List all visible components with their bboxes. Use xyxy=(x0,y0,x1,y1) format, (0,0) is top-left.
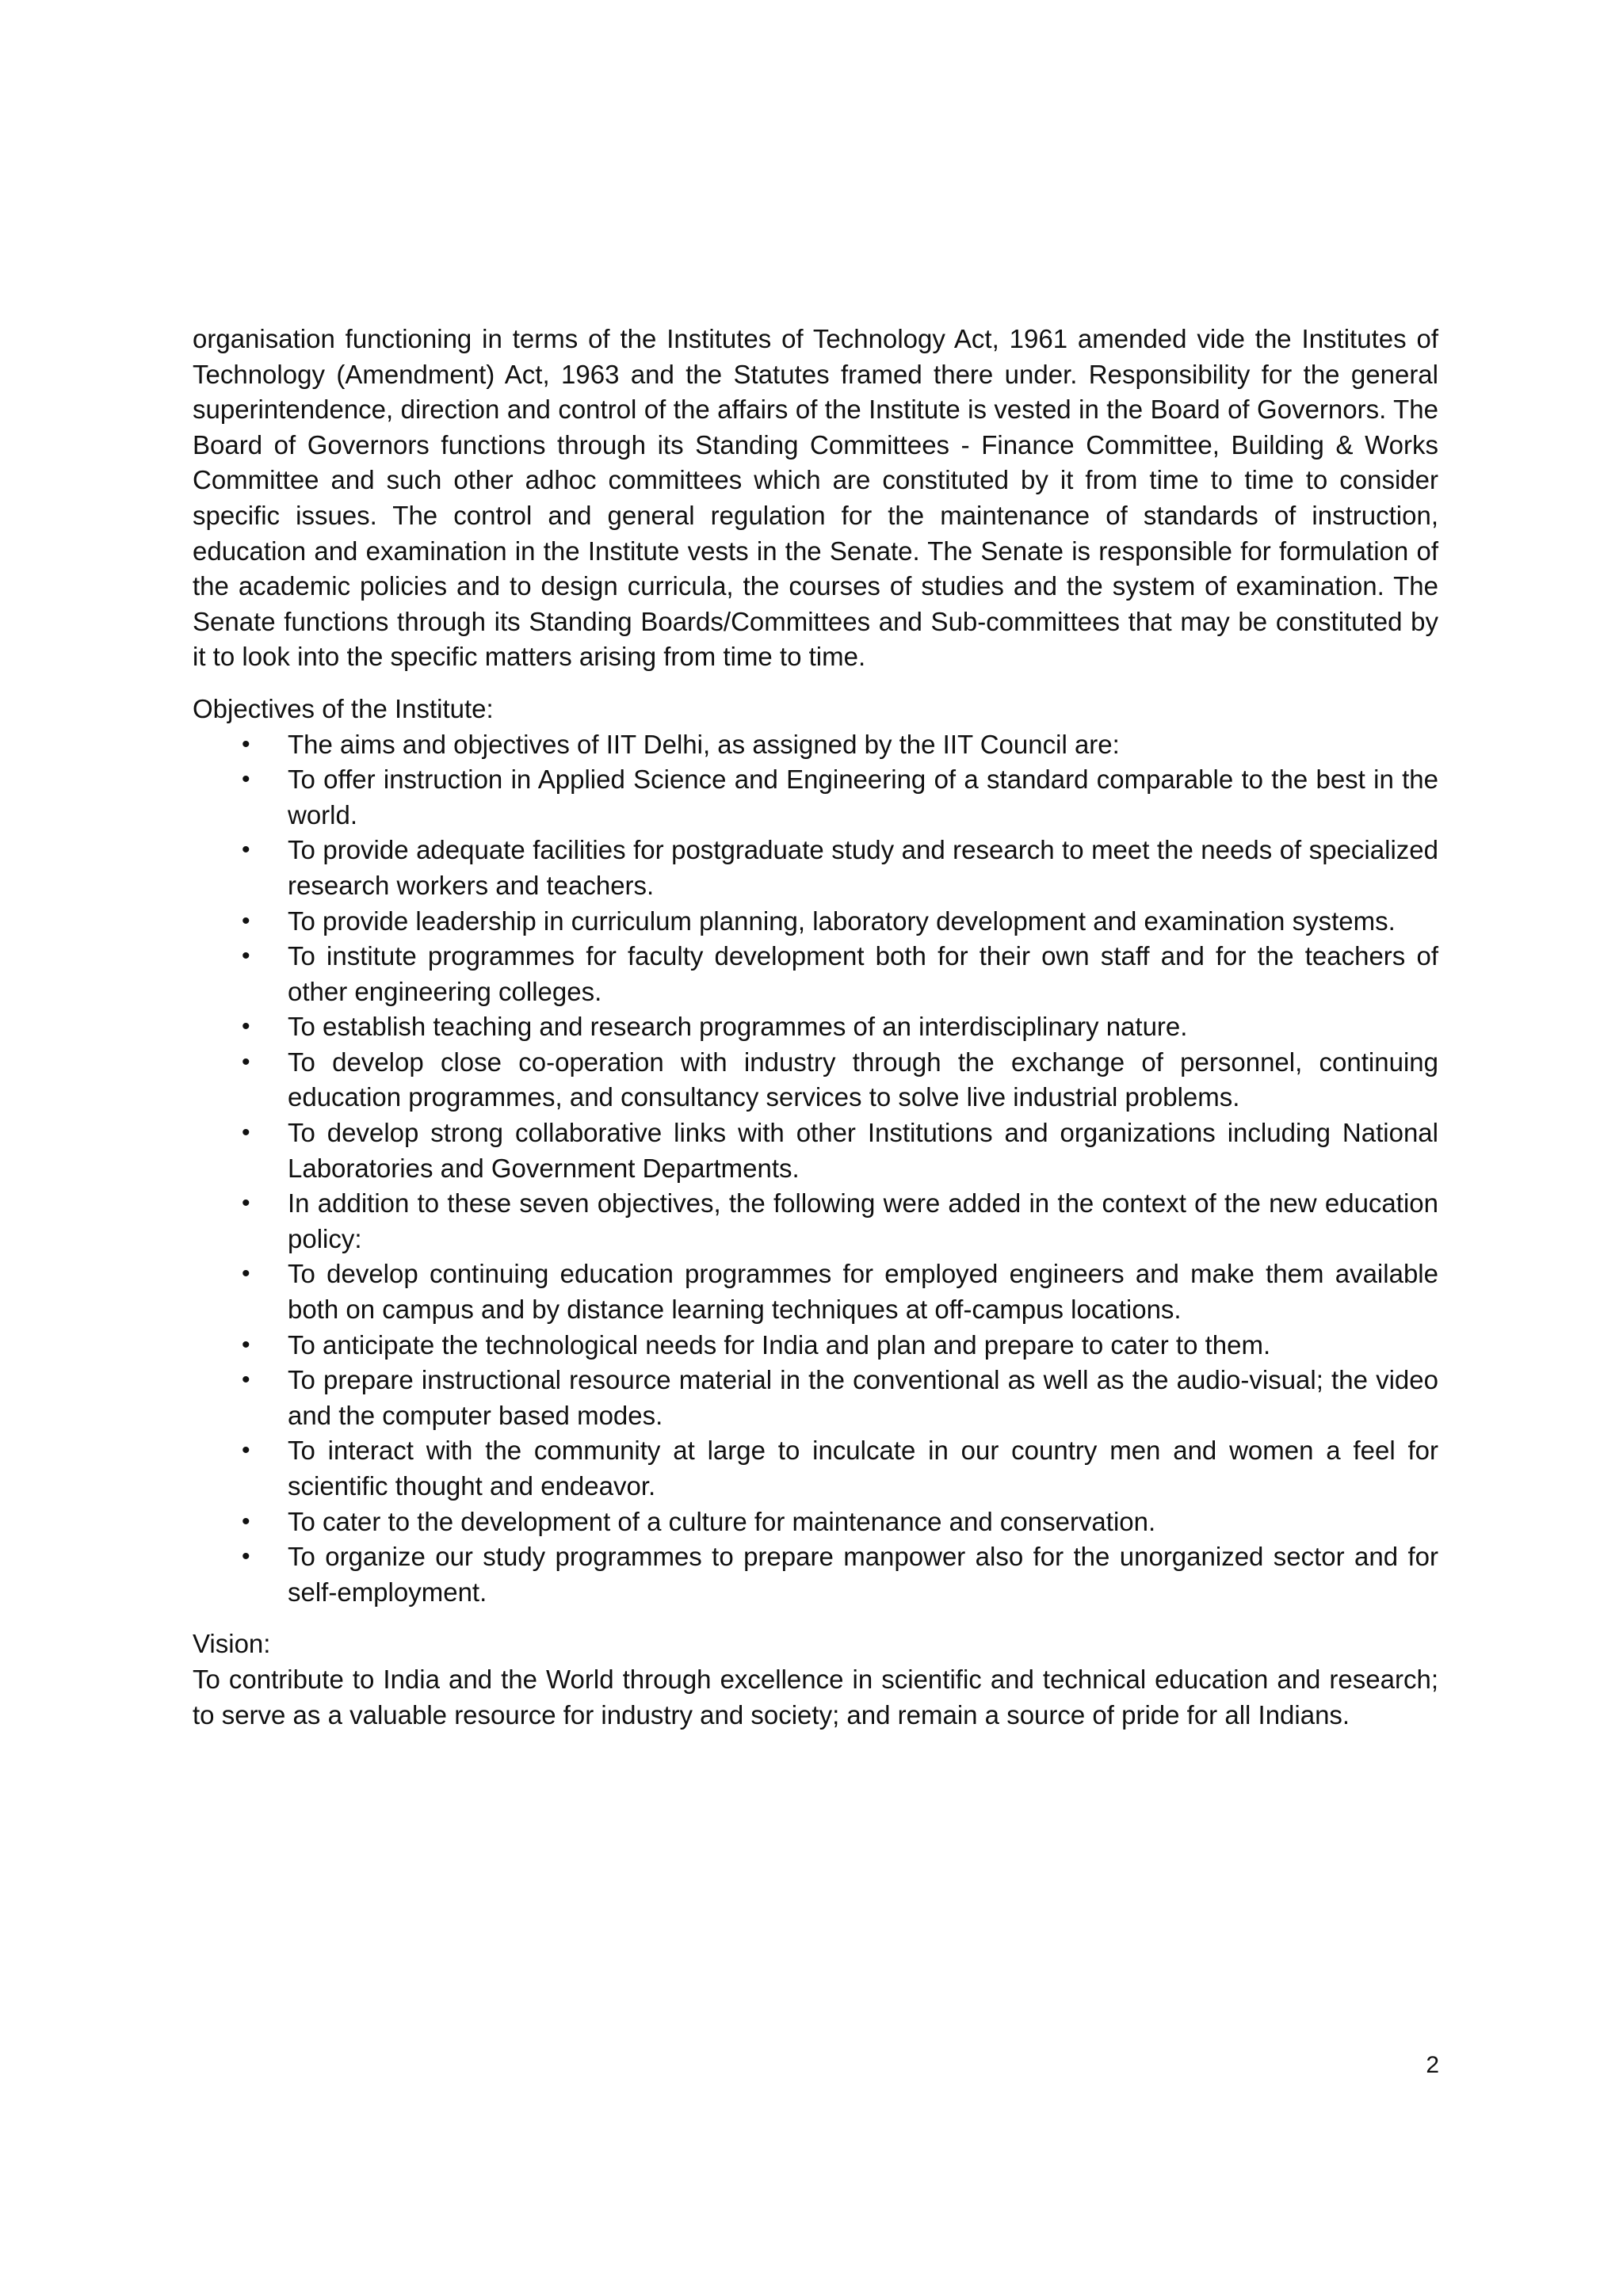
list-item-text: To establish teaching and research programmes of an interdisciplinary nature. xyxy=(288,1012,1188,1042)
list-item xyxy=(193,1045,1438,1116)
list-item-text: In addition to these seven objectives, the following were added in the context of the new education policy: xyxy=(288,1188,1438,1253)
list-item xyxy=(193,727,1438,763)
objectives-heading: Objectives of the Institute: xyxy=(193,693,494,723)
intro-paragraph: organisation functioning in terms of the Institutes of Technology Act, 1961 amended vide the Institutes of Technology (Amendment) Act, 1963 and the Statutes framed there under. Responsibility for the general superintendence, direction and control of the affairs of the Institute is vested in the Board of Governors. The Board of Governors functions through its Standing Committees - Finance Committee, Building & Works Committee and such other adhoc committees which are constituted by it from time to time to consider specific issues. The control and general regulation for the maintenance of standards of instruction, education and examination in the Institute vests in the Senate. The Senate is responsible for formulation of the academic policies and to design curricula, the courses of studies and the system of examination. The Senate functions through its Standing Boards/Committees and Sub-committees that may be constituted by it to look into the specific matters arising from time to time. xyxy=(193,324,1438,672)
list-item-text: To develop close co-operation with industry through the exchange of personnel, continuing education programmes, and consultancy services to solve live industrial problems. xyxy=(288,1047,1438,1112)
list-item-text: The aims and objectives of IIT Delhi, as assigned by the IIT Council are: xyxy=(288,729,1120,759)
bullet-icon: • xyxy=(242,1437,250,1464)
list-item-text: To cater to the development of a culture for maintenance and conservation. xyxy=(288,1506,1156,1536)
bullet-icon: • xyxy=(242,1261,250,1287)
list-item xyxy=(193,762,1438,833)
list-item xyxy=(193,833,1438,903)
list-item xyxy=(193,1328,1438,1363)
bullet-icon: • xyxy=(242,730,250,757)
list-item xyxy=(193,1257,1438,1327)
list-item-text: To institute programmes for faculty development both for their own staff and for the teachers of other engineering colleges. xyxy=(288,941,1438,1006)
list-item xyxy=(193,1539,1438,1610)
bullet-icon: • xyxy=(242,1048,250,1075)
list-item-text: To interact with the community at large to inculcate in our country men and women a feel for scientific thought and endeavor. xyxy=(288,1436,1438,1501)
list-item xyxy=(193,1186,1438,1257)
list-item xyxy=(193,1363,1438,1433)
bullet-icon: • xyxy=(242,837,250,864)
list-item xyxy=(193,1116,1438,1186)
list-item-text: To develop strong collaborative links with other Institutions and organizations including National Laboratories and Government Departments. xyxy=(288,1118,1438,1183)
list-item-text: To develop continuing education programmes for employed engineers and make them available both on campus and by distance learning techniques at off-campus locations. xyxy=(288,1259,1438,1325)
vision-heading: Vision: xyxy=(193,1629,271,1659)
bullet-icon: • xyxy=(242,766,250,793)
bullet-icon: • xyxy=(242,1331,250,1358)
list-item-text: To prepare instructional resource material in the conventional as well as the audio-visual; the video and the computer based modes. xyxy=(288,1365,1438,1430)
bullet-icon: • xyxy=(242,943,250,970)
list-item-text: To organize our study programmes to prepare manpower also for the unorganized sector and for self-employment. xyxy=(288,1542,1438,1607)
page-number: 2 xyxy=(1426,2052,1439,2078)
list-item-text: To provide adequate facilities for postgraduate study and research to meet the needs of specialized research workers and teachers. xyxy=(288,835,1438,900)
list-item-text: To offer instruction in Applied Science and Engineering of a standard comparable to the best in the world. xyxy=(288,765,1438,830)
list-item xyxy=(193,1505,1438,1540)
objectives-list xyxy=(193,727,1438,1611)
bullet-icon: • xyxy=(242,1543,250,1570)
list-item xyxy=(193,939,1438,1009)
list-item xyxy=(193,904,1438,940)
list-item-text: To provide leadership in curriculum planning, laboratory development and examination systems. xyxy=(288,906,1396,936)
page-content xyxy=(193,322,1438,1733)
bullet-icon: • xyxy=(242,1190,250,1217)
vision-paragraph: To contribute to India and the World through excellence in scientific and technical education and research; to serve as a valuable resource for industry and society; and remain a source of pride for all Indians. xyxy=(193,1664,1438,1730)
bullet-icon: • xyxy=(242,1013,250,1040)
list-item-text: To anticipate the technological needs for India and plan and prepare to cater to them. xyxy=(288,1329,1271,1360)
bullet-icon: • xyxy=(242,1367,250,1394)
bullet-icon: • xyxy=(242,1508,250,1535)
list-item xyxy=(193,1433,1438,1504)
list-item xyxy=(193,1009,1438,1045)
bullet-icon: • xyxy=(242,907,250,934)
bullet-icon: • xyxy=(242,1119,250,1146)
